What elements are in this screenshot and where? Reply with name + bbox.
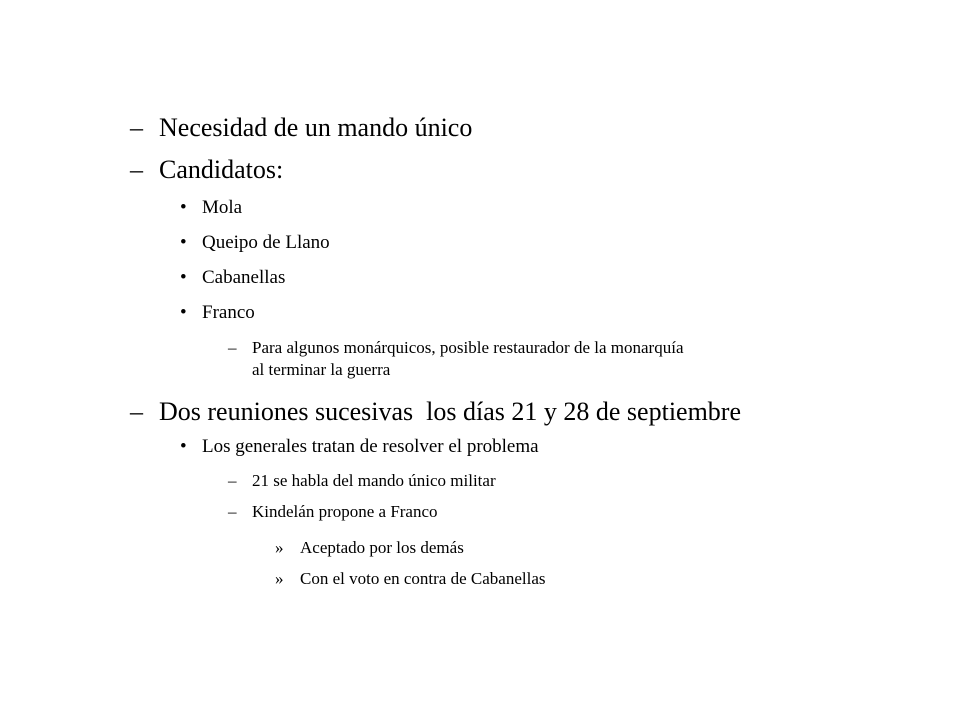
dash-marker: – [228,471,237,490]
item-mando-militar: 21 se habla del mando único militar [252,471,496,490]
item-mola: Mola [202,197,243,218]
item-necesidad: Necesidad de un mando único [159,113,473,142]
raquo-marker: » [275,569,284,588]
dash-marker: – [228,338,237,357]
bullet-marker: • [180,267,187,288]
dash-marker: – [228,502,237,521]
raquo-marker: » [275,538,284,557]
bullet-marker: • [180,197,187,218]
item-kindelan: Kindelán propone a Franco [252,502,438,521]
dash-marker: – [130,113,143,142]
item-dos-reuniones: Dos reuniones sucesivas los días 21 y 28 de septiembre [159,397,742,426]
bullet-marker: • [180,436,187,457]
item-queipo: Queipo de Llano [202,232,330,253]
item-cabanellas: Cabanellas [202,267,286,288]
item-generales: Los generales tratan de resolver el problema [202,436,539,457]
dash-marker: – [130,397,143,426]
item-monarquicos-line1: Para algunos monárquicos, posible restaurador de la monarquía [252,338,684,357]
item-candidatos: Candidatos: [159,155,284,184]
item-aceptado: Aceptado por los demás [300,538,464,557]
item-voto-contra: Con el voto en contra de Cabanellas [300,569,546,588]
bullet-marker: • [180,302,187,323]
dash-marker: – [130,155,143,184]
bullet-marker: • [180,232,187,253]
item-franco: Franco [202,302,255,323]
item-monarquicos-line2: al terminar la guerra [252,360,391,379]
